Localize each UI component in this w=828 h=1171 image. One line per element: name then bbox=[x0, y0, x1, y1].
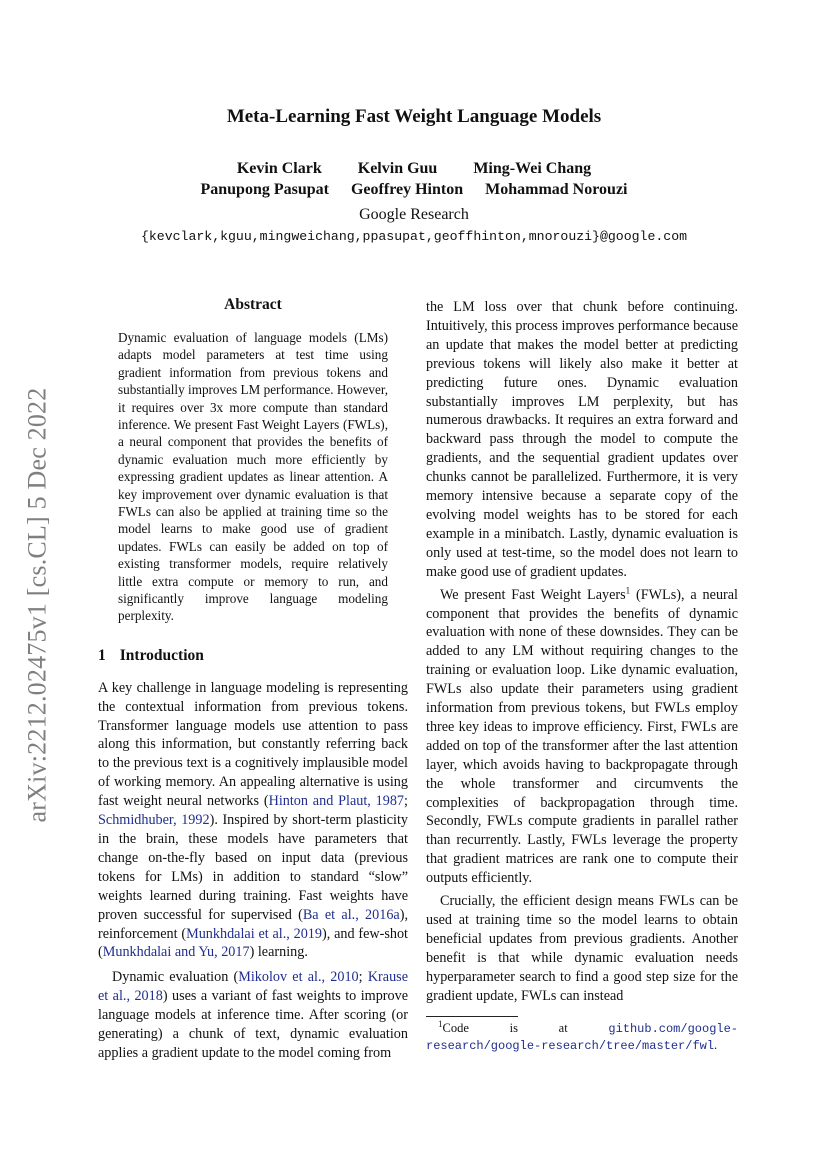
citation-link[interactable]: Hinton and Plaut, 1987 bbox=[268, 793, 405, 810]
citation-link[interactable]: Krause et al., 2018 bbox=[98, 969, 408, 1005]
paragraph-text: We present Fast Weight Layers bbox=[440, 586, 626, 603]
footnote-rule bbox=[426, 1016, 518, 1017]
abstract-heading: Abstract bbox=[224, 296, 282, 313]
paragraph-text: ; bbox=[404, 793, 408, 810]
section-heading-introduction bbox=[98, 647, 408, 666]
arxiv-stamp bbox=[14, 370, 60, 840]
author-name: Kevin Clark bbox=[236, 160, 322, 177]
paragraph-text: the LM loss over that chunk before continuing. Intuitively, this process improves performance because an update that makes the model better at predicting previous tokens will likely also make it better at predicting future ones. Dynamic evaluation substantially improves LM perplexity, but has numerous drawbacks. It requires an extra forward and backward pass through the model to compute the gradients, and the sequential gradient updates over chunks cannot be parallelized. Furthermore, it is very memory intensive because a separate copy of the evolving model weights has to be stored for each example in a minibatch. Lastly, dynamic evaluation is only used at test-time, so the model does not learn to make good use of gradient updates. bbox=[426, 299, 738, 580]
intro-paragraph-2 bbox=[98, 968, 408, 1063]
author-emails: {kevclark,kguu,mingweichang,ppasupat,geoffhinton,mnorouzi}@google.com bbox=[140, 229, 688, 244]
paragraph-text: A key challenge in language modeling is representing the contextual information from previous tokens. Transformer language models use attention to pass along this information, but constantly referring back to the previous text is a cognitively implausible model of working memory. An appealing alternative is using fast weight neural networks ( bbox=[98, 679, 408, 810]
paragraph-text: ), reinforcement ( bbox=[98, 906, 408, 942]
code-url-link[interactable]: github.com/google-research/google-research/tree/master/fwl bbox=[426, 1021, 738, 1054]
section-number: 1 bbox=[98, 646, 106, 664]
paragraph-text: (FWLs), a neural component that provides the benefits of dynamic evaluation with none of these downsides. They can be added to any LM without requiring changes to the training or evaluation loop. Like dynamic evaluation, FWLs also update their parameters using gradient information from previous tokens, but FWLs employ three key ideas to improve efficiency. First, FWLs are added on top of the transformer after the last attention layer, which avoids having to backpropagate through the whole transformer and circumvents the complexities of backpropagation through time. Secondly, FWLs compute gradients in parallel rather than recurrently. Lastly, FWLs leverage the property that gradient matrices are rank one to compute their outputs efficiently. bbox=[426, 586, 738, 887]
citation-link[interactable]: Mikolov et al., 2010 bbox=[238, 969, 359, 986]
paragraph-text: ; bbox=[358, 969, 368, 986]
citation-link[interactable]: Munkhdalai et al., 2019 bbox=[186, 925, 322, 942]
citation-link[interactable]: Schmidhuber, 1992 bbox=[98, 812, 210, 829]
footnote bbox=[426, 1020, 738, 1055]
intro-paragraph-1 bbox=[98, 679, 408, 963]
paragraph-text: ). Inspired by short-term plasticity in the brain, these models have parameters that change on-the-fly based on input data (previous tokens for LMs) in addition to standard “slow” weights learned during training. Fast weights have proven successful for supervised ( bbox=[98, 812, 408, 923]
intro-paragraph-4: Crucially, the efficient design means FWLs can be used at training time so the model learns to obtain beneficial updates from previous gradients. Another benefit is that while dynamic evaluation needs hyperparameter search to find a good step size for the gradient update, FWLs can instead bbox=[426, 893, 738, 1004]
paragraph-text: Dynamic evaluation ( bbox=[112, 969, 239, 986]
arxiv-stamp-text: arXiv:2212.02475v1 [cs.CL] 5 Dec 2022 bbox=[22, 387, 52, 823]
footnote-number: 1 bbox=[438, 1018, 443, 1029]
abstract-body: Dynamic evaluation of language models (LMs) adapts model parameters at test time using gradient information from previous tokens and substantially improves LM performance. However, it requires over 3x more compute than standard inference. We present Fast Weight Layers (FWLs), a neural component that provides the benefits of dynamic evaluation much more efficiently by expressing gradient updates as linear attention. A key improvement over dynamic evaluation is that FWLs can also be applied at training time so the model learns to make good use of gradient updates. FWLs can easily be added on top of existing transformer models, require relatively little extra compute or memory to run, and significantly improve language modeling perplexity. bbox=[118, 329, 388, 624]
author-row-2 bbox=[0, 179, 828, 200]
section-title: Introduction bbox=[119, 646, 204, 664]
paper-title: Meta-Learning Fast Weight Language Models bbox=[226, 106, 602, 127]
footnote-end: . bbox=[714, 1038, 718, 1053]
paragraph-text: ), and few-shot ( bbox=[98, 925, 408, 961]
citation-link[interactable]: Munkhdalai and Yu, 2017 bbox=[102, 944, 250, 961]
footnote-text: Code is at bbox=[442, 1020, 609, 1035]
paragraph-text: ) learning. bbox=[249, 944, 308, 961]
paragraph-text: ) uses a variant of fast weights to improve language models at inference time. After scoring (or generating) a chunk of text, dynamic evaluation applies a gradient update to the model coming from bbox=[98, 988, 408, 1061]
author-name: Mohammad Norouzi bbox=[485, 181, 628, 198]
left-column bbox=[98, 296, 408, 1063]
right-column bbox=[426, 298, 738, 1055]
intro-paragraph-2-continued bbox=[426, 298, 738, 582]
author-block bbox=[0, 158, 828, 200]
author-name: Ming-Wei Chang bbox=[473, 160, 592, 177]
author-name: Panupong Pasupat bbox=[200, 181, 329, 198]
author-name: Geoffrey Hinton bbox=[350, 181, 464, 198]
citation-link[interactable]: Ba et al., 2016a bbox=[302, 906, 400, 923]
author-name: Kelvin Guu bbox=[357, 160, 438, 177]
intro-paragraph-3 bbox=[426, 586, 738, 889]
affiliation: Google Research bbox=[359, 206, 469, 223]
footnote-marker[interactable]: 1 bbox=[625, 584, 631, 595]
author-row-1 bbox=[0, 158, 828, 179]
